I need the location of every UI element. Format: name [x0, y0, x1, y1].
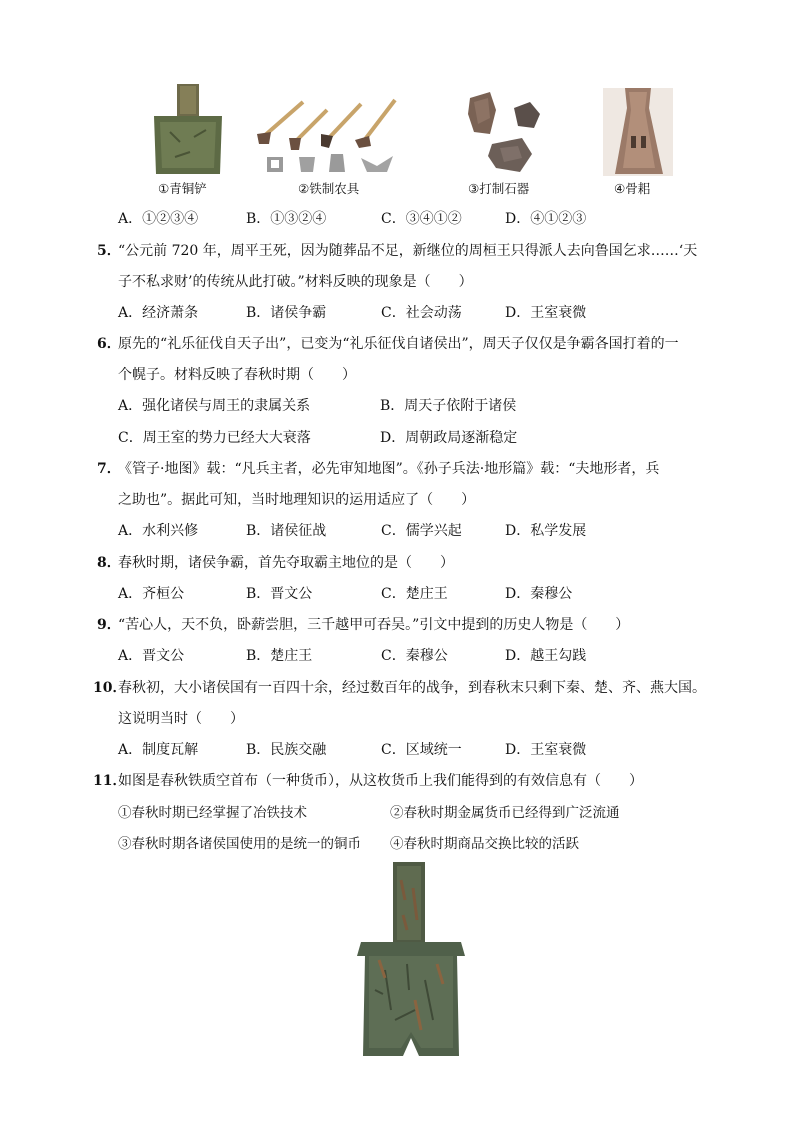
q5-option-b[interactable]: B．诸侯争霸	[246, 305, 327, 321]
q11-statement-1: ①春秋时期已经掌握了冶铁技术	[118, 805, 307, 821]
q7-option-a[interactable]: A．水利兴修	[118, 523, 199, 539]
q10-stem-line2: 这说明当时（ ）	[118, 711, 244, 727]
q11-statement-4: ④春秋时期商品交换比较的活跃	[390, 836, 579, 852]
q7-number: 7．	[97, 461, 121, 477]
q11-statement-2: ②春秋时期金属货币已经得到广泛流通	[390, 805, 620, 821]
q9-option-b[interactable]: B．楚庄王	[246, 648, 313, 664]
iron-tools-image	[255, 92, 405, 177]
caption-iron-tools: ②铁制农具	[298, 181, 360, 196]
q11-number: 11．	[93, 773, 127, 789]
q9-stem-line1: “苦心人，天不负，卧薪尝胆，三千越甲可吞吴。”引文中提到的历史人物是（ ）	[118, 617, 630, 633]
q5-option-c[interactable]: C．社会动荡	[381, 305, 462, 321]
q8-option-b[interactable]: B．晋文公	[246, 586, 313, 602]
q10-option-a[interactable]: A．制度瓦解	[118, 742, 199, 758]
q11-statement-3: ③春秋时期各诸侯国使用的是统一的铜币	[118, 836, 361, 852]
q9-option-a[interactable]: A．晋文公	[118, 648, 185, 664]
q11-stem-line1: 如图是春秋铁质空首布（一种货币），从这枚货币上我们能得到的有效信息有（ ）	[118, 773, 643, 789]
q10-stem-line1: 春秋初，大小诸侯国有一百四十余，经过数百年的战争，到春秋末只剩下秦、楚、齐、燕大国。	[118, 680, 706, 696]
q5-option-d[interactable]: D．王室衰微	[505, 305, 587, 321]
spade-coin-image	[355, 860, 467, 1060]
q6-option-b[interactable]: B．周天子依附于诸侯	[380, 398, 517, 414]
q6-option-d[interactable]: D．周朝政局逐渐稳定	[380, 430, 518, 446]
q10-option-d[interactable]: D．王室衰微	[505, 742, 587, 758]
q7-option-c[interactable]: C．儒学兴起	[381, 523, 462, 539]
q4-option-b[interactable]: B．①③②④	[246, 211, 327, 227]
q6-option-a[interactable]: A．强化诸侯与周王的隶属关系	[118, 398, 311, 414]
q10-number: 10．	[93, 680, 127, 696]
q7-option-b[interactable]: B．诸侯征战	[246, 523, 327, 539]
q8-option-c[interactable]: C．楚庄王	[381, 586, 448, 602]
bronze-spade-image	[150, 82, 226, 177]
caption-stone-tools: ③打制石器	[468, 181, 530, 196]
q7-stem-line1: 《管子·地图》载：“凡兵主者，必先审知地图”。《孙子兵法·地形篇》载：“夫地形者，兵	[118, 461, 660, 477]
q10-option-c[interactable]: C．区域统一	[381, 742, 462, 758]
q4-option-c[interactable]: C．③④①②	[381, 211, 462, 227]
q5-number: 5．	[97, 243, 121, 259]
q8-stem-line1: 春秋时期，诸侯争霸，首先夺取霸主地位的是（ ）	[118, 555, 454, 571]
bone-plow-image	[603, 88, 673, 176]
q6-stem-line1: 原先的“礼乐征伐自天子出”，已变为“礼乐征伐自诸侯出”，周天子仅仅是争霸各国打着的一	[118, 336, 679, 352]
q7-option-d[interactable]: D．私学发展	[505, 523, 587, 539]
q5-stem-line2: 子不私求财’的传统从此打破。”材料反映的现象是（ ）	[118, 274, 473, 290]
q8-option-a[interactable]: A．齐桓公	[118, 586, 185, 602]
q6-option-c[interactable]: C．周王室的势力已经大大衰落	[118, 430, 311, 446]
q9-option-c[interactable]: C．秦穆公	[381, 648, 448, 664]
q6-number: 6．	[97, 336, 121, 352]
caption-bronze-spade: ①青铜铲	[158, 181, 207, 196]
q9-option-d[interactable]: D．越王勾践	[505, 648, 587, 664]
q8-number: 8．	[97, 555, 121, 571]
stone-tools-image	[460, 88, 550, 178]
q8-option-d[interactable]: D．秦穆公	[505, 586, 573, 602]
q4-option-d[interactable]: D．④①②③	[505, 211, 587, 227]
q5-option-a[interactable]: A．经济萧条	[118, 305, 199, 321]
q7-stem-line2: 之助也”。据此可知，当时地理知识的运用适应了（ ）	[118, 492, 476, 508]
q5-stem-line1: “公元前 720 年，周平王死，因为随葬品不足，新继位的周桓王只得派人去向鲁国乞求……‘天	[118, 243, 698, 259]
q9-number: 9．	[97, 617, 121, 633]
q10-option-b[interactable]: B．民族交融	[246, 742, 327, 758]
q6-stem-line2: 个幌子。材料反映了春秋时期（ ）	[118, 367, 356, 383]
q4-option-a[interactable]: A．①②③④	[118, 211, 199, 227]
caption-bone-plow: ④骨耜	[614, 181, 651, 196]
